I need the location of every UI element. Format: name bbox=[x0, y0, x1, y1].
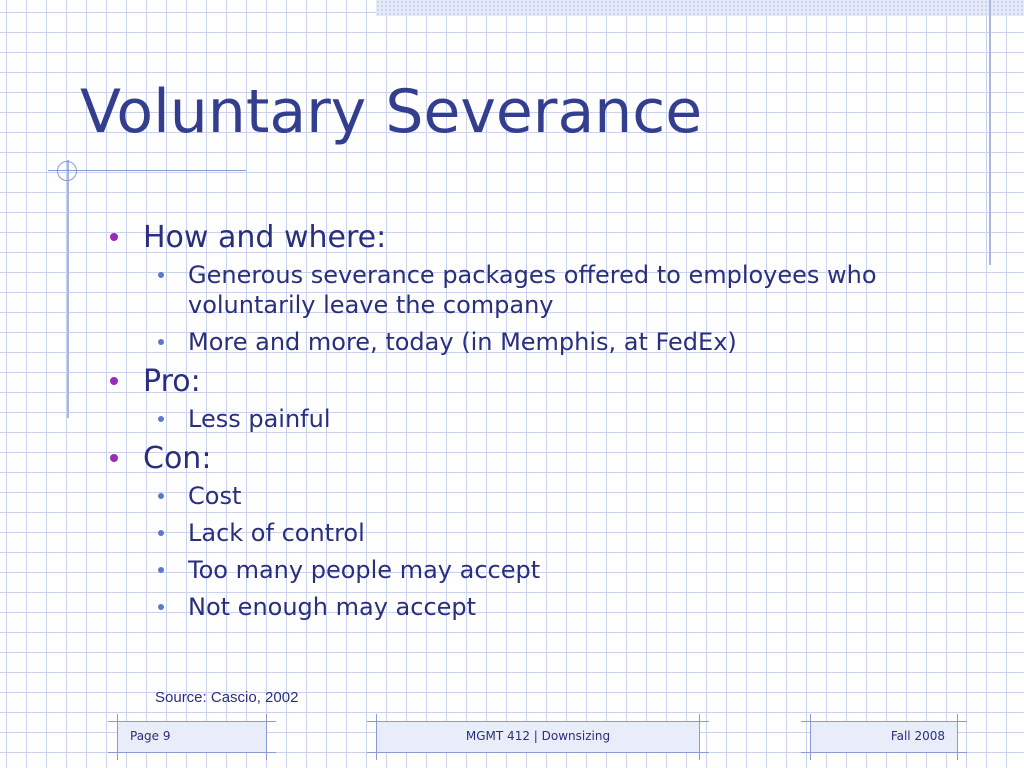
sub-bullet-text: Generous severance packages offered to employees who voluntarily leave the company bbox=[188, 261, 877, 319]
footer-term-box bbox=[810, 714, 958, 760]
title-underline bbox=[48, 170, 246, 171]
bullet-con bbox=[108, 441, 958, 477]
right-decorative-rule bbox=[989, 0, 991, 265]
footer-course-box bbox=[376, 714, 700, 760]
sub-bullet-text: Cost bbox=[188, 482, 242, 510]
bullet-how-and-where bbox=[108, 220, 958, 256]
bullet-dot-icon bbox=[110, 454, 118, 462]
sub-bullet-text: More and more, today (in Memphis, at FedEx) bbox=[188, 328, 737, 356]
bullet-dot-icon bbox=[110, 233, 118, 241]
footer-course-title: MGMT 412 | Downsizing bbox=[465, 729, 611, 743]
bullet-text: How and where: bbox=[143, 220, 387, 255]
top-decorative-band bbox=[376, 0, 1024, 16]
sub-bullet-dot-icon bbox=[158, 272, 164, 278]
slide-title: Voluntary Severance bbox=[80, 77, 703, 147]
sub-bullet bbox=[108, 555, 958, 585]
sub-bullet bbox=[108, 327, 958, 357]
bullet-list bbox=[108, 220, 958, 629]
sub-bullet bbox=[108, 518, 958, 548]
sub-bullet-dot-icon bbox=[158, 339, 164, 345]
sub-bullet-dot-icon bbox=[158, 604, 164, 610]
sub-bullet bbox=[108, 260, 958, 320]
bullet-text: Con: bbox=[143, 441, 212, 476]
left-decorative-rule bbox=[67, 160, 69, 418]
title-circle-ornament bbox=[57, 161, 77, 181]
bullet-dot-icon bbox=[110, 377, 118, 385]
footer-page-box bbox=[117, 714, 267, 760]
source-citation: Source: Cascio, 2002 bbox=[155, 689, 299, 706]
sub-bullet-text: Less painful bbox=[188, 405, 331, 433]
sub-bullet bbox=[108, 592, 958, 622]
bullet-pro bbox=[108, 364, 958, 400]
footer-page-number: Page 9 bbox=[130, 729, 171, 743]
sub-bullet bbox=[108, 404, 958, 434]
sub-bullet-text: Not enough may accept bbox=[188, 593, 477, 621]
sub-bullet bbox=[108, 481, 958, 511]
sub-bullet-text: Lack of control bbox=[188, 519, 365, 547]
sub-bullet-dot-icon bbox=[158, 530, 164, 536]
sub-bullet-dot-icon bbox=[158, 567, 164, 573]
sub-bullet-text: Too many people may accept bbox=[188, 556, 541, 584]
sub-bullet-dot-icon bbox=[158, 493, 164, 499]
sub-bullet-dot-icon bbox=[158, 416, 164, 422]
footer-term: Fall 2008 bbox=[890, 729, 945, 743]
bullet-text: Pro: bbox=[143, 364, 201, 399]
